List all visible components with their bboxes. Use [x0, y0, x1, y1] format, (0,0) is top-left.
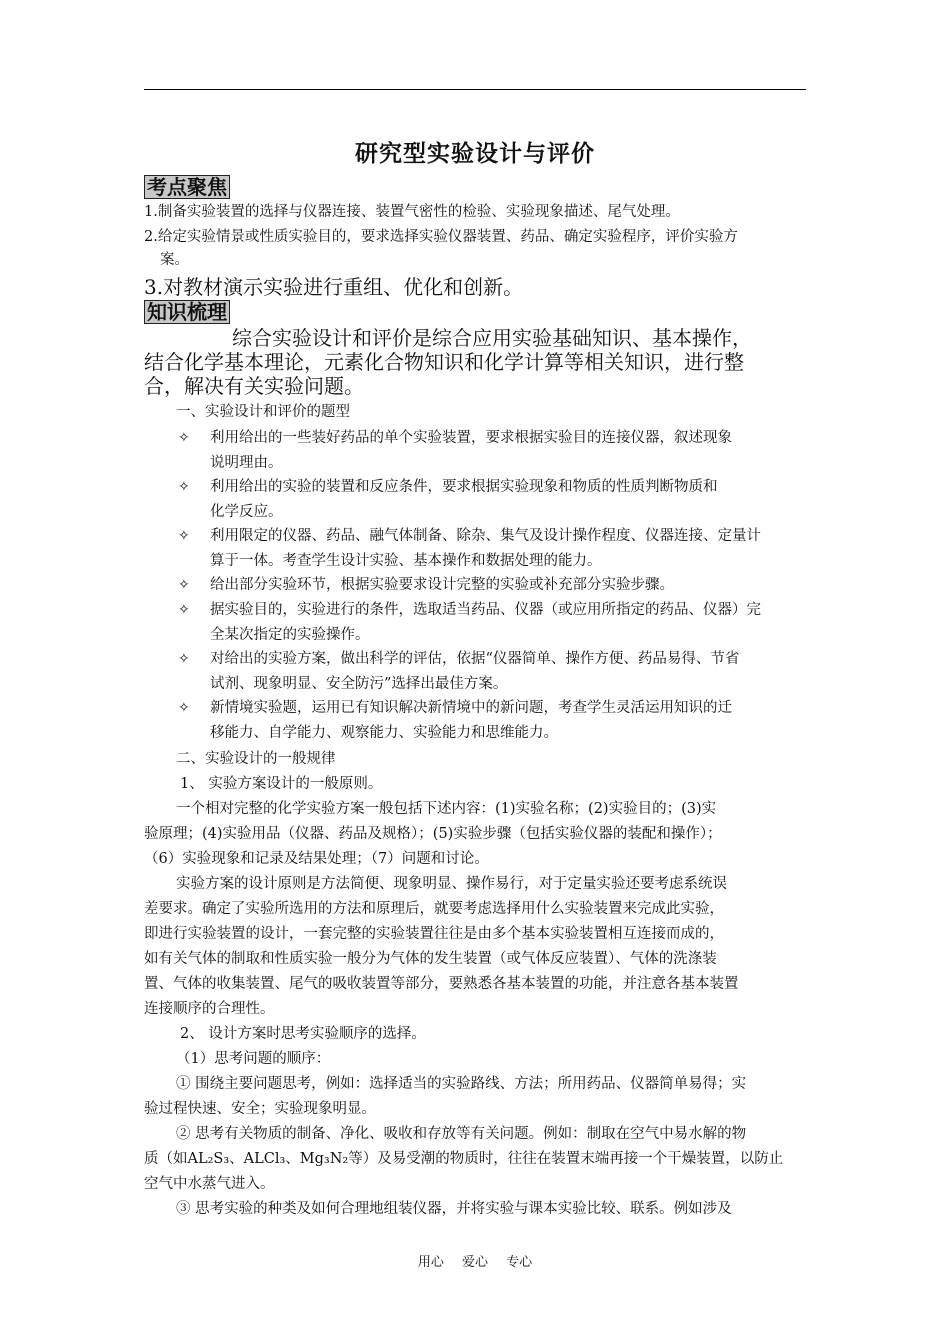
- bullet-icon: ✧: [178, 700, 190, 716]
- bullet-line: 对给出的实验方案，做出科学的评估，依据“仪器简单、操作方便、药品易得、节省: [210, 651, 740, 667]
- paragraph-line: （6）实验现象和记录及结果处理；（7）问题和讨论。: [144, 851, 489, 867]
- bullet-line: 化学反应。: [210, 503, 283, 520]
- bullet-icon: ✧: [178, 430, 190, 446]
- bullet-line: 新情境实验题，运用已有知识解决新情境中的新问题，考查学生灵活运用知识的迁: [210, 700, 732, 716]
- bullet-item-6: [210, 647, 810, 696]
- bullet-line: 算于一体。考查学生设计实验、基本操作和数据处理的能力。: [210, 552, 602, 569]
- bullet-line: 给出部分实验环节，根据实验要求设计完整的实验或补充部分实验步骤。: [210, 577, 674, 593]
- part2-sub1: 1、 实验方案设计的一般原则。: [180, 776, 383, 792]
- bullet-line: 说明理由。: [210, 454, 283, 471]
- bullet-line: 全某次指定的实验操作。: [210, 626, 370, 643]
- bullet-line: 试剂、现象明显、安全防污”选择出最佳方案。: [210, 675, 508, 692]
- focus-item-2-cont: 案。: [160, 252, 189, 268]
- part1-title: 一、实验设计和评价的题型: [176, 404, 350, 420]
- focus-item-1: 1.制备实验装置的选择与仪器连接、装置气密性的检验、实验现象描述、尾气处理。: [144, 204, 680, 220]
- paragraph-line: 差要求。确定了实验所选用的方法和原理后，就要考虑选择用什么实验装置来完成此实验，: [144, 901, 724, 917]
- header-rule: [144, 89, 806, 90]
- paragraph-line: 置、气体的收集装置、尾气的吸收装置等部分，要熟悉各基本装置的功能，并注意各基本装置: [144, 976, 739, 992]
- paragraph-line: 实验方案的设计原则是方法简便、现象明显、操作易行，对于定量实验还要考虑系统误: [176, 876, 727, 892]
- paragraph-line: ③ 思考实验的种类及如何合理地组装仪器，并将实验与课本实验比较、联系。例如涉及: [176, 1201, 732, 1217]
- paragraph-line: 验过程快速、安全；实验现象明显。: [144, 1101, 376, 1117]
- paragraph-line: ① 围绕主要问题思考，例如：选择适当的实验路线、方法；所用药品、仪器简单易得；实: [176, 1076, 747, 1092]
- page-title: 研究型实验设计与评价: [355, 140, 595, 167]
- bullet-icon: ✧: [178, 651, 190, 667]
- paragraph-line: 质（如AL₂S₃、ALCl₃、Mg₃N₂等）及易受潮的物质时，往往在装置末端再接一个干燥装置，以防止: [144, 1151, 784, 1167]
- bullet-item-5: [210, 598, 810, 647]
- bullet-icon: ✧: [178, 602, 190, 618]
- bullet-line: 利用限定的仪器、药品、融气体制备、除杂、集气及设计操作程度、仪器连接、定量计: [210, 528, 761, 544]
- intro-line-3: 合，解决有关实验问题。: [144, 374, 364, 398]
- bullet-line: 利用给出的实验的装置和反应条件，要求根据实验现象和物质的性质判断物质和: [210, 479, 718, 495]
- bullet-icon: ✧: [178, 577, 190, 593]
- part2-title: 二、实验设计的一般规律: [176, 751, 336, 767]
- paragraph-line: 连接顺序的合理性。: [144, 1001, 275, 1017]
- bullet-icon: ✧: [178, 479, 190, 495]
- part2-sub2-1: （1）思考问题的顺序：: [176, 1051, 331, 1067]
- bullet-line: 移能力、自学能力、观察能力、实验能力和思维能力。: [210, 724, 558, 741]
- focus-item-3: 3.对教材演示实验进行重组、优化和创新。: [144, 275, 524, 299]
- bullet-item-4: [210, 573, 810, 598]
- paragraph-line: 空气中水蒸气进入。: [144, 1176, 275, 1192]
- bullet-item-1: [210, 426, 810, 475]
- paragraph-line: 验原理；(4)实验用品（仪器、药品及规格）；(5)实验步骤（包括实验仪器的装配和操作）；: [144, 826, 722, 842]
- bullet-item-7: [210, 696, 810, 745]
- focus-item-2: 2.给定实验情景或性质实验目的，要求选择实验仪器装置、药品、确定实验程序，评价实验方: [144, 229, 738, 245]
- part2-sub2: 2、 设计方案时思考实验顺序的选择。: [180, 1026, 426, 1042]
- bullet-line: 据实验目的，实验进行的条件，选取适当药品、仪器（或应用所指定的药品、仪器）完: [210, 602, 761, 618]
- paragraph-line: 一个相对完整的化学实验方案一般包括下述内容：(1)实验名称；(2)实验目的；(3)实: [176, 801, 717, 817]
- section-heading-focus: 考点聚焦: [144, 175, 230, 199]
- section-heading-review: 知识梳理: [144, 300, 230, 324]
- bullet-item-2: [210, 475, 810, 524]
- paragraph-line: ② 思考有关物质的制备、净化、吸收和存放等有关问题。例如：制取在空气中易水解的物: [176, 1126, 747, 1142]
- page-footer: 用心 爱心 专心: [417, 1255, 533, 1270]
- bullet-icon: ✧: [178, 528, 190, 544]
- intro-line-1: 综合实验设计和评价是综合应用实验基础知识、基本操作，: [232, 326, 752, 350]
- paragraph-line: 即进行实验装置的设计，一套完整的实验装置往往是由多个基本实验装置相互连接而成的，: [144, 926, 724, 942]
- bullet-item-3: [210, 524, 810, 573]
- bullet-line: 利用给出的一些装好药品的单个实验装置，要求根据实验目的连接仪器，叙述现象: [210, 430, 732, 446]
- intro-line-2: 结合化学基本理论，元素化合物知识和化学计算等相关知识，进行整: [144, 350, 744, 374]
- paragraph-line: 如有关气体的制取和性质实验一般分为气体的发生装置（或气体反应装置）、气体的洗涤装: [144, 951, 717, 967]
